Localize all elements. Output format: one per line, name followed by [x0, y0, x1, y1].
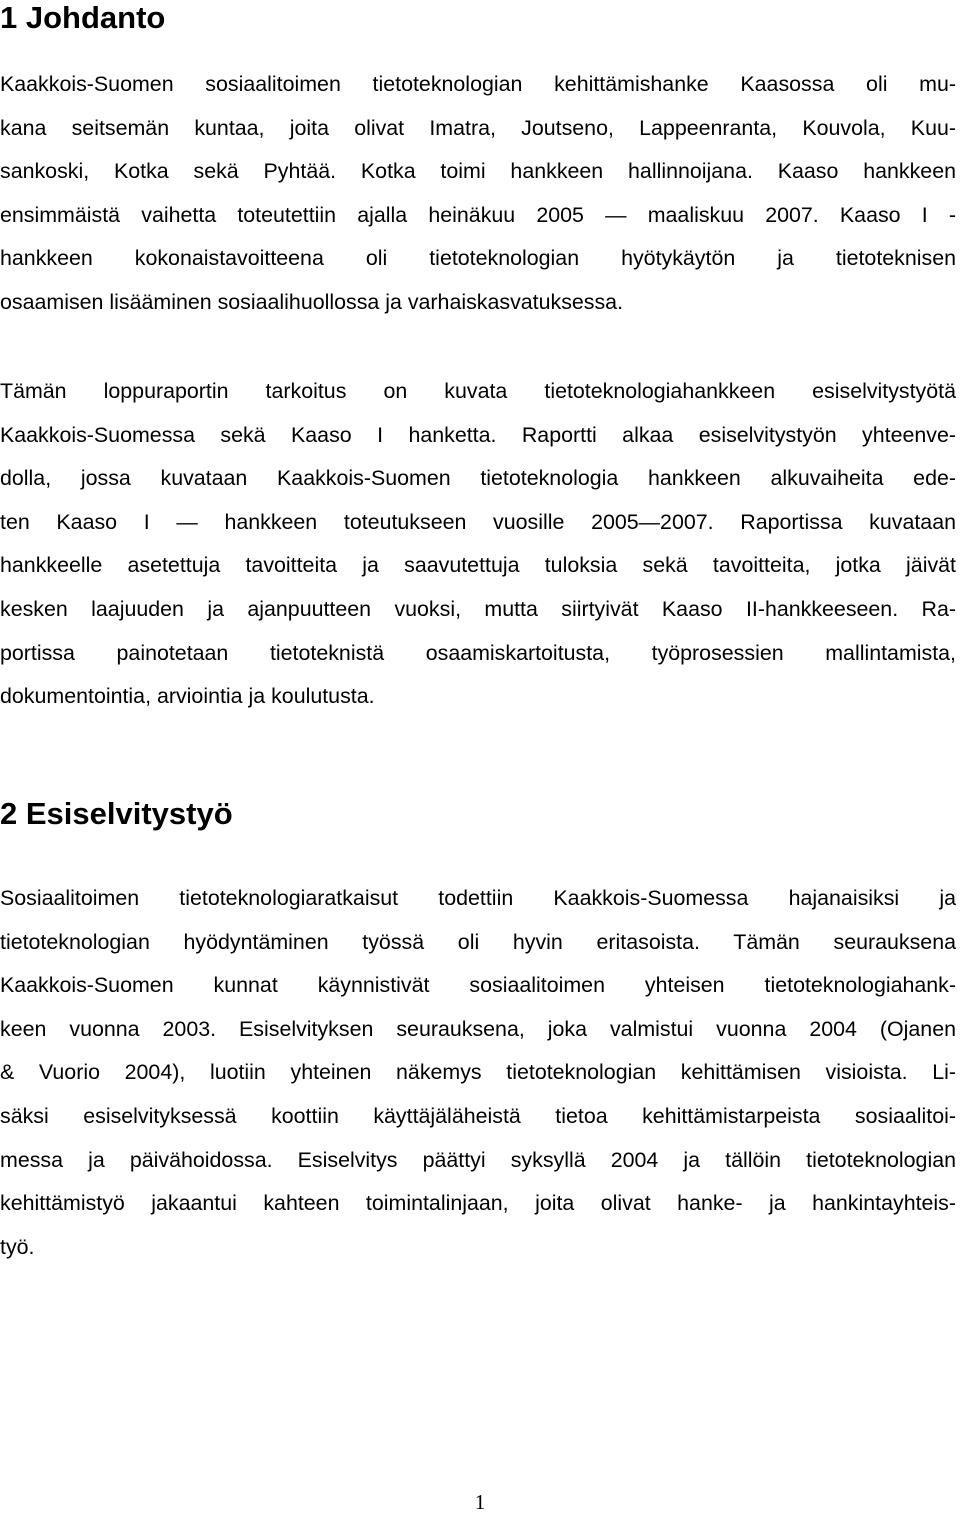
section-1-heading: 1 Johdanto [0, 0, 166, 35]
text-line: keen vuonna 2003. Esiselvityksen seurauksena, joka valmistui vuonna 2004 (Ojanen [0, 1016, 956, 1041]
text-line: ensimmäistä vaihetta toteutettiin ajalla heinäkuu 2005 — maaliskuu 2007. Kaaso I - [0, 202, 956, 227]
text-line: Kaakkois-Suomessa sekä Kaaso I hanketta. Raportti alkaa esiselvitystyön yhteenve- [0, 422, 956, 447]
text-line: ten Kaaso I — hankkeen toteutukseen vuosille 2005—2007. Raportissa kuvataan [0, 509, 956, 534]
text-line: hankkeen kokonaistavoitteena oli tietoteknologian hyötykäytön ja tietoteknisen [0, 246, 956, 271]
section-2-paragraph-1 [0, 877, 956, 1269]
text-line: dolla, jossa kuvataan Kaakkois-Suomen tietoteknologia hankkeen alkuvaiheita ede- [0, 466, 956, 491]
text-line: messa ja päivähoidossa. Esiselvitys päättyi syksyllä 2004 ja tällöin tietoteknologian [0, 1147, 956, 1172]
text-line: Kaakkois-Suomen kunnat käynnistivät sosiaalitoimen yhteisen tietoteknologiahank- [0, 973, 956, 998]
text-line: dokumentointia, arviointia ja koulutusta. [0, 684, 375, 709]
text-line: työ. [0, 1234, 35, 1259]
section-1-paragraph-2 [0, 370, 956, 719]
text-line: säksi esiselvityksessä koottiin käyttäjäläheistä tietoa kehittämistarpeista sosiaalitoi- [0, 1103, 956, 1128]
text-line: portissa painotetaan tietoteknistä osaamiskartoitusta, työprosessien mallintamista, [0, 640, 956, 665]
text-line: Tämän loppuraportin tarkoitus on kuvata tietoteknologiahankkeen esiselvitystyötä [0, 379, 956, 403]
section-2-heading: 2 Esiselvitystyö [0, 796, 233, 831]
page-number: 1 [474, 1490, 486, 1514]
section-1-paragraph-1 [0, 63, 956, 325]
text-line: hankkeelle asetettuja tavoitteita ja saavutettuja tuloksia sekä tavoitteita, jotka jäivät [0, 553, 956, 578]
text-line: osaamisen lisääminen sosiaalihuollossa ja varhaiskasvatuksessa. [0, 289, 624, 314]
text-line: tietoteknologian hyödyntäminen työssä oli hyvin eritasoista. Tämän seurauksena [0, 929, 956, 954]
text-line: & Vuorio 2004), luotiin yhteinen näkemys tietoteknologian kehittämisen visioista. Li- [0, 1060, 956, 1085]
text-line: kana seitsemän kuntaa, joita olivat Imatra, Joutseno, Lappeenranta, Kouvola, Kuu- [0, 115, 956, 140]
text-line: sankoski, Kotka sekä Pyhtää. Kotka toimi hankkeen hallinnoijana. Kaaso hankkeen [0, 159, 956, 184]
text-line: Kaakkois-Suomen sosiaalitoimen tietoteknologian kehittämishanke Kaasossa oli mu- [0, 72, 956, 96]
text-line: kesken laajuuden ja ajanpuutteen vuoksi, mutta siirtyivät Kaaso II-hankkeeseen. Ra- [0, 596, 956, 621]
text-line: Sosiaalitoimen tietoteknologiaratkaisut todettiin Kaakkois-Suomessa hajanaisiksi ja [0, 886, 956, 910]
text-line: kehittämistyö jakaantui kahteen toimintalinjaan, joita olivat hanke- ja hankintayhteis- [0, 1191, 956, 1216]
